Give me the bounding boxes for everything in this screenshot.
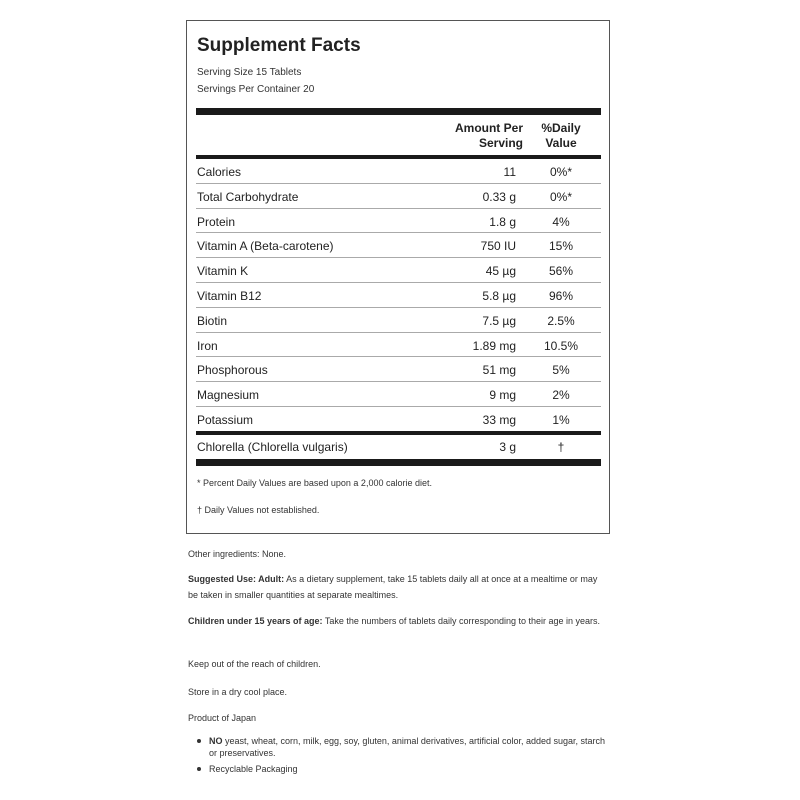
table-row [196, 382, 601, 407]
nutrient-amount: 750 IU [480, 239, 516, 254]
nutrient-name: Vitamin K [197, 264, 249, 279]
table-row [196, 258, 601, 283]
nutrient-name: Iron [197, 338, 218, 353]
free-from-text: yeast, wheat, corn, milk, egg, soy, gluten, animal derivatives, artificial color, added sugar, starch or preservatives. [209, 736, 606, 758]
footnote-daily-values: * Percent Daily Values are based upon a 2,000 calorie diet. [197, 478, 432, 488]
nutrient-daily-value: 5% [552, 363, 570, 378]
suggested-use-label: Suggested Use: Adult: [188, 574, 285, 584]
storage-instructions: Store in a dry cool place. [188, 687, 288, 697]
children-use [188, 613, 608, 629]
nutrient-daily-value: 1% [552, 412, 570, 427]
nutrient-name: Calories [197, 165, 242, 179]
nutrient-amount: 0.33 g [482, 189, 516, 204]
nutrient-name: Vitamin A (Beta-carotene) [197, 239, 334, 254]
other-ingredients: Other ingredients: None. [188, 549, 287, 559]
column-header-daily-line2: Value [545, 136, 577, 150]
nutrient-name: Phosphorous [197, 363, 268, 378]
facts-title: Supplement Facts [197, 35, 361, 56]
column-header-amount-line1: Amount Per [454, 121, 523, 135]
nutrient-name: Total Carbohydrate [197, 189, 299, 204]
features-list [188, 735, 608, 779]
suggested-use [188, 571, 608, 603]
nutrient-amount: 33 mg [482, 412, 516, 427]
nutrient-daily-value: 15% [548, 239, 574, 254]
nutrient-daily-value: 4% [552, 214, 570, 229]
nutrient-daily-value: 2.5% [547, 313, 575, 328]
table-row [196, 159, 601, 184]
footnote-not-established: † Daily Values not established. [197, 505, 320, 515]
table-row [196, 407, 601, 432]
nutrient-daily-value: 0%* [549, 189, 572, 204]
nutrient-amount: 9 mg [489, 388, 516, 403]
nutrient-daily-value: 0%* [549, 165, 572, 179]
nutrient-daily-value: 10.5% [543, 338, 579, 353]
servings-per-container: Servings Per Container 20 [197, 84, 315, 95]
bullet-icon [197, 739, 201, 743]
column-header-amount [433, 121, 523, 151]
nutrient-name: Magnesium [197, 388, 260, 403]
nutrient-daily-value: † [557, 440, 565, 454]
nutrient-amount: 5.8 µg [482, 288, 516, 303]
suggested-use-text: As a dietary supplement, take 15 tablets daily all at once at a mealtime or may be taken in smaller quantities at separate mealtimes. [188, 574, 598, 600]
nutrient-name: Vitamin B12 [197, 288, 262, 303]
children-use-label: Children under 15 years of age: [188, 616, 323, 626]
nutrient-amount: 51 mg [482, 363, 516, 378]
nutrient-amount: 11 [503, 165, 516, 179]
keep-out-warning: Keep out of the reach of children. [188, 659, 321, 669]
table-row [196, 333, 601, 358]
table-row [196, 308, 601, 333]
table-row [196, 233, 601, 258]
nutrient-daily-value: 2% [552, 388, 570, 403]
nutrient-amount: 3 g [499, 440, 516, 454]
panel-left-border [186, 20, 187, 533]
nutrient-name: Potassium [197, 412, 254, 427]
divider-thick-bottom [196, 459, 601, 466]
nutrient-name: Biotin [197, 313, 228, 328]
nutrient-amount: 1.89 mg [472, 338, 516, 353]
divider-thick-top [196, 108, 601, 115]
table-row [196, 283, 601, 308]
table-row [196, 184, 601, 209]
no-label: NO [209, 736, 223, 746]
table-row-chlorella [196, 435, 601, 459]
column-header-daily-value [531, 121, 591, 151]
nutrient-daily-value: 56% [548, 264, 574, 279]
list-item [188, 763, 608, 775]
nutrient-name: Chlorella (Chlorella vulgaris) [197, 440, 348, 454]
bullet-icon [197, 767, 201, 771]
country-of-origin: Product of Japan [188, 713, 257, 723]
nutrient-amount: 1.8 g [489, 214, 516, 229]
table-row [196, 357, 601, 382]
nutrient-table [196, 159, 601, 432]
packaging-text: Recyclable Packaging [209, 764, 298, 774]
column-header-daily-line1: %Daily [541, 121, 581, 135]
column-header-amount-line2: Serving [478, 136, 523, 150]
nutrient-name: Protein [197, 214, 236, 229]
list-item [188, 735, 608, 759]
nutrient-amount: 7.5 µg [482, 313, 516, 328]
serving-size: Serving Size 15 Tablets [197, 67, 302, 78]
children-use-text: Take the numbers of tablets daily corresponding to their age in years. [322, 616, 601, 626]
nutrient-amount: 45 µg [485, 264, 516, 279]
nutrient-daily-value: 96% [548, 288, 574, 303]
table-row [196, 209, 601, 234]
supplement-facts-panel [186, 20, 610, 534]
